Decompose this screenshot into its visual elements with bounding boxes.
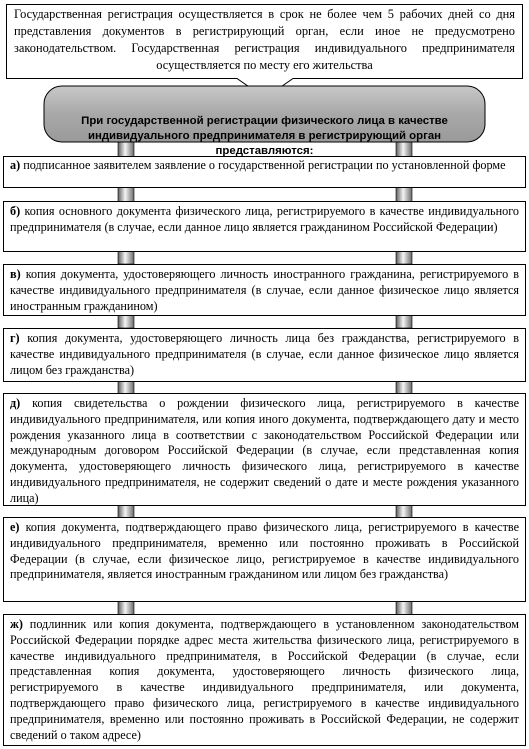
item-text: копия свидетельства о рождении физического лица, регистрируемого в качестве индивидуального предпринимателя, или копия иного документа, подтверждающего дату и место рождения указанного лица в соответствии с законодательством Российской Федерации или международным договором Российской Федерации (в случае, если представленная копия документа, удостоверяющего личность физического лица, регистрируемого в качестве индивидуального предпринимателя, не содержит сведений о дате и месте рождения указанного лица): [10, 396, 519, 505]
item-g: [10, 331, 519, 378]
item-text: копия документа, удостоверяющего личность лица без гражданства, регистрируемого в качестве индивидуального предпринимателя (в случае, если данное физическое лицо является лицом без гражданства): [10, 331, 519, 377]
item-letter: в): [10, 267, 21, 281]
item-text: копия основного документа физического лица, регистрируемого в качестве индивидуального предпринимателя (в случае, если данное лицо является гражданином Российской Федерации): [10, 204, 520, 234]
item-letter: е): [10, 520, 20, 534]
item-text: подлинник или копия документа, подтверждающего в установленном законодательством Российской Федерации порядке адрес места жительства физического лица, регистрируемого в качестве индивидуального предпринимателя, в Российской Федерации (в случае, если представленная копия документа, удостоверяющего личность физического лица, регистрируемого в качестве индивидуального предпринимателя, или документа, подтверждающего право физического лица, регистрируемого в качестве индивидуального предпринимателя, временно или постоянно проживать в Российской Федерации, не содержит сведений о таком адресе): [10, 617, 519, 742]
item-text: копия документа, подтверждающего право физического лица, регистрируемого в качестве индивидуального предпринимателя, временно или постоянно проживать в Российской Федерации (в случае, если физическое лицо, регистрируемое в качестве индивидуального предпринимателя, является иностранным гражданином или лицом без гражданства): [10, 520, 519, 582]
item-letter: г): [10, 331, 20, 345]
item-a: [10, 158, 519, 174]
item-e: [10, 520, 519, 583]
item-v: [10, 267, 519, 314]
item-letter: а): [10, 158, 21, 172]
item-text: подписанное заявителем заявление о государственной регистрации по установленной форме: [23, 158, 506, 172]
item-letter: д): [10, 396, 21, 410]
item-d: [10, 396, 519, 507]
item-zh: [10, 617, 519, 743]
item-text: копия документа, удостоверяющего личность иностранного гражданина, регистрируемого в качестве индивидуального предпринимателя (в случае, если данное физическое лицо является иностранным гражданином): [10, 267, 520, 313]
item-letter: ж): [10, 617, 23, 631]
header-title: При государственной регистрации физического лица в качестве индивидуального предпринимателя в регистрирующий орган представляются:: [81, 115, 448, 157]
intro-text: Государственная регистрация осуществляется в срок не более чем 5 рабочих дней со дня представления документов в регистрирующий орган, если иное не предусмотрено законодательством. Государственная регистрация индивидуального предпринимателя осуществляется по месту его жительства: [14, 7, 515, 72]
item-letter: б): [10, 204, 21, 218]
item-b: [10, 204, 519, 236]
